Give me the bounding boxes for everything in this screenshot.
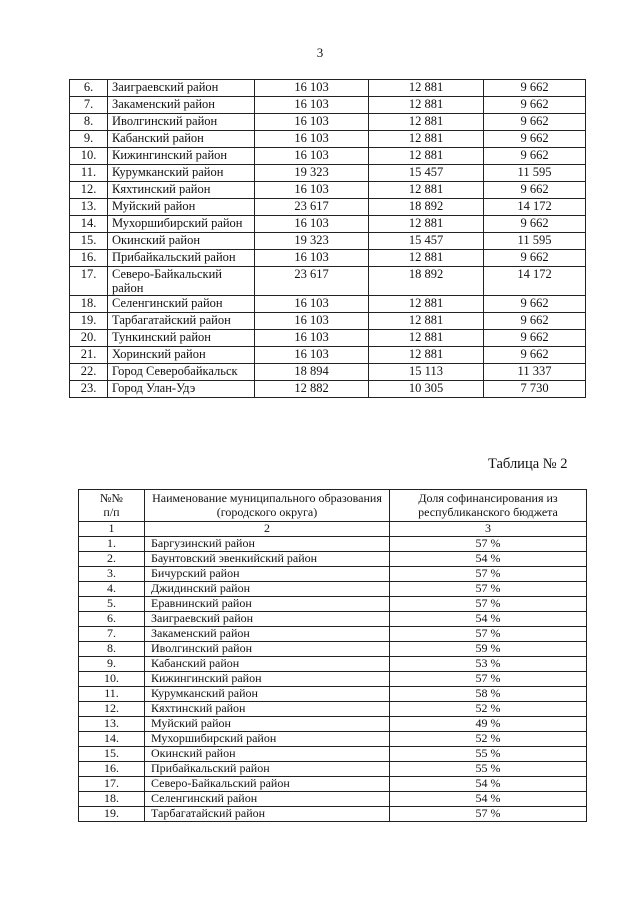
value-1: 16 103 <box>255 114 369 131</box>
value-3: 11 595 <box>484 165 586 182</box>
row-number: 5. <box>79 597 145 612</box>
value-2: 12 881 <box>369 330 484 347</box>
header-num-line2: п/п <box>103 504 120 519</box>
cofinancing-share: 58 % <box>390 687 587 702</box>
row-number: 3. <box>79 567 145 582</box>
municipality-name: Кяхтинский район <box>145 702 390 717</box>
table-row <box>79 627 587 642</box>
value-1: 18 894 <box>255 364 369 381</box>
row-number: 11. <box>70 165 108 182</box>
row-number: 23. <box>70 381 108 398</box>
row-number: 19. <box>70 313 108 330</box>
row-number: 8. <box>70 114 108 131</box>
value-3: 11 595 <box>484 233 586 250</box>
table-row <box>79 642 587 657</box>
value-3: 11 337 <box>484 364 586 381</box>
value-2: 10 305 <box>369 381 484 398</box>
cofinancing-share: 54 % <box>390 777 587 792</box>
row-number: 15. <box>70 233 108 250</box>
page-number: 3 <box>316 45 324 60</box>
municipality-name: Прибайкальский район <box>145 762 390 777</box>
header-num <box>79 490 145 522</box>
row-number: 6. <box>70 80 108 97</box>
value-1: 16 103 <box>255 131 369 148</box>
table-row <box>70 97 586 114</box>
table-row <box>70 216 586 233</box>
value-2: 12 881 <box>369 250 484 267</box>
table-row <box>70 296 586 313</box>
cofinancing-share: 52 % <box>390 732 587 747</box>
row-number: 9. <box>79 657 145 672</box>
municipality-name: Северо-Байкальский район <box>145 777 390 792</box>
table-row <box>70 148 586 165</box>
cofinancing-share: 55 % <box>390 762 587 777</box>
municipality-name: Еравнинский район <box>145 597 390 612</box>
table-row <box>79 762 587 777</box>
row-number: 21. <box>70 347 108 364</box>
value-3: 7 730 <box>484 381 586 398</box>
table-row <box>70 347 586 364</box>
table-row <box>79 537 587 552</box>
municipality-name: Северо-Байкальский район <box>108 267 255 296</box>
header-share: Доля софинансирования из республиканского бюджета <box>390 490 587 522</box>
municipality-name: Город Улан-Удэ <box>108 381 255 398</box>
table-row <box>70 182 586 199</box>
value-1: 16 103 <box>255 182 369 199</box>
municipality-name: Мухоршибирский район <box>145 732 390 747</box>
table-row <box>79 792 587 807</box>
value-1: 16 103 <box>255 347 369 364</box>
row-number: 18. <box>79 792 145 807</box>
cofinancing-share: 57 % <box>390 597 587 612</box>
cofinancing-share: 59 % <box>390 642 587 657</box>
municipality-name: Окинский район <box>108 233 255 250</box>
allocation-table-body <box>70 80 586 398</box>
row-number: 7. <box>70 97 108 114</box>
row-number: 1. <box>79 537 145 552</box>
municipality-name: Заиграевский район <box>108 80 255 97</box>
table-row <box>79 717 587 732</box>
allocation-table <box>69 79 586 398</box>
row-number: 12. <box>70 182 108 199</box>
header-num-line1: №№ <box>100 491 123 505</box>
table-row <box>70 80 586 97</box>
row-number: 17. <box>70 267 108 296</box>
table-row <box>70 381 586 398</box>
value-3: 9 662 <box>484 347 586 364</box>
row-number: 10. <box>70 148 108 165</box>
municipality-name: Окинский район <box>145 747 390 762</box>
table-row <box>79 732 587 747</box>
table-row <box>79 582 587 597</box>
row-number: 2. <box>79 552 145 567</box>
cofinancing-share: 54 % <box>390 612 587 627</box>
municipality-name: Тункинский район <box>108 330 255 347</box>
value-2: 18 892 <box>369 199 484 216</box>
cofinancing-table-header <box>79 490 587 537</box>
row-number: 14. <box>70 216 108 233</box>
municipality-name: Кижингинский район <box>108 148 255 165</box>
municipality-name: Иволгинский район <box>145 642 390 657</box>
table-row <box>70 364 586 381</box>
value-1: 16 103 <box>255 80 369 97</box>
value-2: 12 881 <box>369 182 484 199</box>
municipality-name: Баргузинский район <box>145 537 390 552</box>
table-row <box>79 672 587 687</box>
row-number: 19. <box>79 807 145 822</box>
table-row <box>70 250 586 267</box>
value-3: 14 172 <box>484 199 586 216</box>
row-number: 8. <box>79 642 145 657</box>
table-row <box>70 199 586 216</box>
cofinancing-share: 57 % <box>390 537 587 552</box>
cofinancing-share: 54 % <box>390 792 587 807</box>
value-1: 16 103 <box>255 296 369 313</box>
municipality-name: Тарбагатайский район <box>108 313 255 330</box>
value-2: 15 113 <box>369 364 484 381</box>
value-1: 16 103 <box>255 97 369 114</box>
row-number: 22. <box>70 364 108 381</box>
value-2: 12 881 <box>369 216 484 233</box>
cofinancing-share: 53 % <box>390 657 587 672</box>
cofinancing-share: 57 % <box>390 582 587 597</box>
row-number: 10. <box>79 672 145 687</box>
table-row <box>79 552 587 567</box>
row-number: 18. <box>70 296 108 313</box>
table-row <box>79 657 587 672</box>
municipality-name: Джидинский район <box>145 582 390 597</box>
row-number: 11. <box>79 687 145 702</box>
table-row <box>70 131 586 148</box>
column-index: 1 <box>79 522 145 537</box>
row-number: 7. <box>79 627 145 642</box>
municipality-name: Баунтовский эвенкийский район <box>145 552 390 567</box>
value-3: 9 662 <box>484 148 586 165</box>
municipality-name: Кабанский район <box>145 657 390 672</box>
value-1: 19 323 <box>255 233 369 250</box>
value-3: 9 662 <box>484 80 586 97</box>
row-number: 6. <box>79 612 145 627</box>
value-3: 9 662 <box>484 250 586 267</box>
value-3: 9 662 <box>484 216 586 233</box>
municipality-name: Закаменский район <box>145 627 390 642</box>
municipality-name: Муйский район <box>145 717 390 732</box>
column-index-row <box>79 522 587 537</box>
column-index: 2 <box>145 522 390 537</box>
municipality-name: Иволгинский район <box>108 114 255 131</box>
table-row <box>70 233 586 250</box>
cofinancing-share: 52 % <box>390 702 587 717</box>
value-3: 14 172 <box>484 267 586 296</box>
header-row <box>79 490 587 522</box>
value-2: 12 881 <box>369 80 484 97</box>
table-row <box>70 330 586 347</box>
table2-caption: Таблица № 2 <box>488 456 568 472</box>
row-number: 20. <box>70 330 108 347</box>
value-1: 16 103 <box>255 313 369 330</box>
value-3: 9 662 <box>484 131 586 148</box>
value-3: 9 662 <box>484 97 586 114</box>
header-name: Наименование муниципального образования (городского округа) <box>145 490 390 522</box>
value-1: 16 103 <box>255 148 369 165</box>
value-1: 16 103 <box>255 216 369 233</box>
cofinancing-share: 57 % <box>390 567 587 582</box>
value-3: 9 662 <box>484 296 586 313</box>
value-1: 12 882 <box>255 381 369 398</box>
row-number: 14. <box>79 732 145 747</box>
value-1: 16 103 <box>255 330 369 347</box>
row-number: 13. <box>79 717 145 732</box>
cofinancing-share: 49 % <box>390 717 587 732</box>
row-number: 9. <box>70 131 108 148</box>
municipality-name: Хоринский район <box>108 347 255 364</box>
row-number: 12. <box>79 702 145 717</box>
table-row <box>79 597 587 612</box>
table-row <box>79 777 587 792</box>
municipality-name: Селенгинский район <box>108 296 255 313</box>
value-1: 19 323 <box>255 165 369 182</box>
cofinancing-share: 57 % <box>390 627 587 642</box>
value-2: 12 881 <box>369 347 484 364</box>
table-row <box>70 114 586 131</box>
row-number: 13. <box>70 199 108 216</box>
municipality-name: Курумканский район <box>108 165 255 182</box>
value-1: 23 617 <box>255 199 369 216</box>
row-number: 16. <box>79 762 145 777</box>
value-2: 12 881 <box>369 114 484 131</box>
value-1: 23 617 <box>255 267 369 296</box>
municipality-name: Бичурский район <box>145 567 390 582</box>
table-row <box>70 267 586 296</box>
value-3: 9 662 <box>484 313 586 330</box>
row-number: 15. <box>79 747 145 762</box>
municipality-name: Муйский район <box>108 199 255 216</box>
cofinancing-share: 57 % <box>390 807 587 822</box>
municipality-name: Кижингинский район <box>145 672 390 687</box>
value-1: 16 103 <box>255 250 369 267</box>
value-2: 12 881 <box>369 148 484 165</box>
municipality-name: Закаменский район <box>108 97 255 114</box>
value-2: 18 892 <box>369 267 484 296</box>
row-number: 4. <box>79 582 145 597</box>
cofinancing-table <box>78 489 587 822</box>
value-2: 12 881 <box>369 313 484 330</box>
row-number: 16. <box>70 250 108 267</box>
value-2: 12 881 <box>369 97 484 114</box>
table-row <box>79 702 587 717</box>
cofinancing-table-body <box>79 537 587 822</box>
table-row <box>70 165 586 182</box>
municipality-name: Прибайкальский район <box>108 250 255 267</box>
cofinancing-share: 54 % <box>390 552 587 567</box>
value-2: 12 881 <box>369 296 484 313</box>
row-number: 17. <box>79 777 145 792</box>
cofinancing-share: 57 % <box>390 672 587 687</box>
value-2: 12 881 <box>369 131 484 148</box>
municipality-name: Заиграевский район <box>145 612 390 627</box>
value-3: 9 662 <box>484 330 586 347</box>
cofinancing-share: 55 % <box>390 747 587 762</box>
municipality-name: Тарбагатайский район <box>145 807 390 822</box>
table-row <box>79 687 587 702</box>
table-row <box>79 567 587 582</box>
municipality-name: Селенгинский район <box>145 792 390 807</box>
municipality-name: Кяхтинский район <box>108 182 255 199</box>
value-3: 9 662 <box>484 182 586 199</box>
value-2: 15 457 <box>369 233 484 250</box>
municipality-name: Мухоршибирский район <box>108 216 255 233</box>
table-row <box>79 612 587 627</box>
municipality-name: Курумканский район <box>145 687 390 702</box>
column-index: 3 <box>390 522 587 537</box>
municipality-name: Кабанский район <box>108 131 255 148</box>
value-2: 15 457 <box>369 165 484 182</box>
value-3: 9 662 <box>484 114 586 131</box>
table-row <box>79 807 587 822</box>
municipality-name: Город Северобайкальск <box>108 364 255 381</box>
table-row <box>79 747 587 762</box>
table-row <box>70 313 586 330</box>
